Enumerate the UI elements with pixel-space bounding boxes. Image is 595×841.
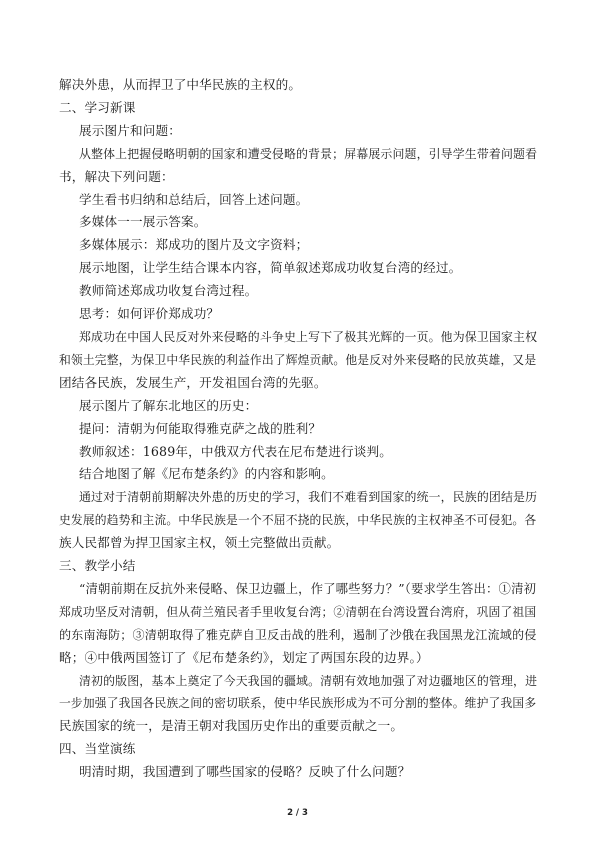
text-line: 展示图片了解东北地区的历史：: [79, 397, 258, 413]
text-line: 的东南海防；③清朝取得了雅克萨自卫反击战的胜利，遏制了沙俄在我国黑龙江流域的侵: [59, 627, 537, 642]
text-line: 从整体上把握侵略明朝的国家和遭受侵略的背景；屏幕展示问题，引导学生带着问题看: [79, 146, 538, 161]
text-line: “清朝前期在反抗外来侵略、保卫边疆上，作了哪些努力？”（要求学生答出：①清初: [79, 581, 537, 596]
text-line: 二、学习新课: [59, 99, 136, 115]
document-body: [59, 74, 539, 784]
text-line: 略；④中俄两国签订了《尼布楚条约》，划定了两国东段的边界。）: [59, 649, 429, 665]
text-line: 教师叙述：1689年，中俄双方代表在尼布楚进行谈判。: [79, 443, 393, 459]
text-line: 民族国家的统一，是清王朝对我国历史作出的重要贡献之一。: [59, 718, 404, 734]
text-line: 郑成功坚反对清朝，但从荷兰殖民者手里收复台湾；②清朝在台湾设置台湾府，巩固了祖国: [59, 604, 537, 619]
text-line: 结合地图了解《尼布楚条约》的内容和影响。: [79, 466, 334, 482]
text-line: 三、教学小结: [59, 558, 136, 574]
text-line: 和领土完整，为保卫中华民族的利益作出了辉煌贡献。他是反对外来侵略的民放英雄，又是: [59, 352, 537, 367]
text-line: 族人民都曾为捍卫国家主权，领土完整做出贡献。: [59, 535, 340, 551]
text-line: 团结各民族，发展生产，开发祖国台湾的先驱。: [59, 374, 327, 390]
text-line: 明清时期，我国遭到了哪些国家的侵略？反映了什么问题？: [79, 764, 411, 780]
text-line: 教师简述郑成功收复台湾过程。: [79, 283, 258, 299]
text-line: 一步加强了我国各民族之间的密切联系，使中华民族形成为不可分割的整体。维护了我国多: [59, 696, 537, 711]
text-line: 郑成功在中国人民反对外来侵略的斗争史上写下了极其光辉的一页。他为保卫国家主权: [79, 329, 538, 344]
text-line: 提问：清朝为何能取得雅克萨之战的胜利？: [79, 420, 322, 436]
text-line: 清初的版图，基本上奠定了今天我国的疆域。清朝有效地加强了对边疆地区的管理，进: [79, 673, 538, 688]
text-line: 通过对于清朝前期解决外患的历史的学习，我们不难看到国家的统一，民族的团结是历: [79, 490, 538, 505]
page-number: 2 / 3: [287, 808, 308, 818]
text-line: 多媒体展示：郑成功的图片及文字资料；: [79, 237, 309, 253]
text-line: 多媒体一一展示答案。: [79, 214, 207, 230]
text-line: 展示图片和问题：: [79, 122, 181, 138]
text-line: 四、当堂演练: [59, 741, 136, 757]
text-line: 史发展的趋势和主流。中华民族是一个不屈不挠的民族，中华民族的主权神圣不可侵犯。各: [59, 513, 537, 528]
text-line: 学生看书归纳和总结后，回答上述问题。: [79, 191, 309, 207]
text-line: 解决外患，从而捍卫了中华民族的主权的。: [59, 77, 302, 92]
text-line: 书，解决下列问题：: [59, 168, 174, 184]
text-line: 展示地图，让学生结合课本内容，简单叙述郑成功收复台湾的经过。: [79, 260, 462, 276]
text-line: 思考：如何评价郑成功？: [79, 306, 220, 322]
